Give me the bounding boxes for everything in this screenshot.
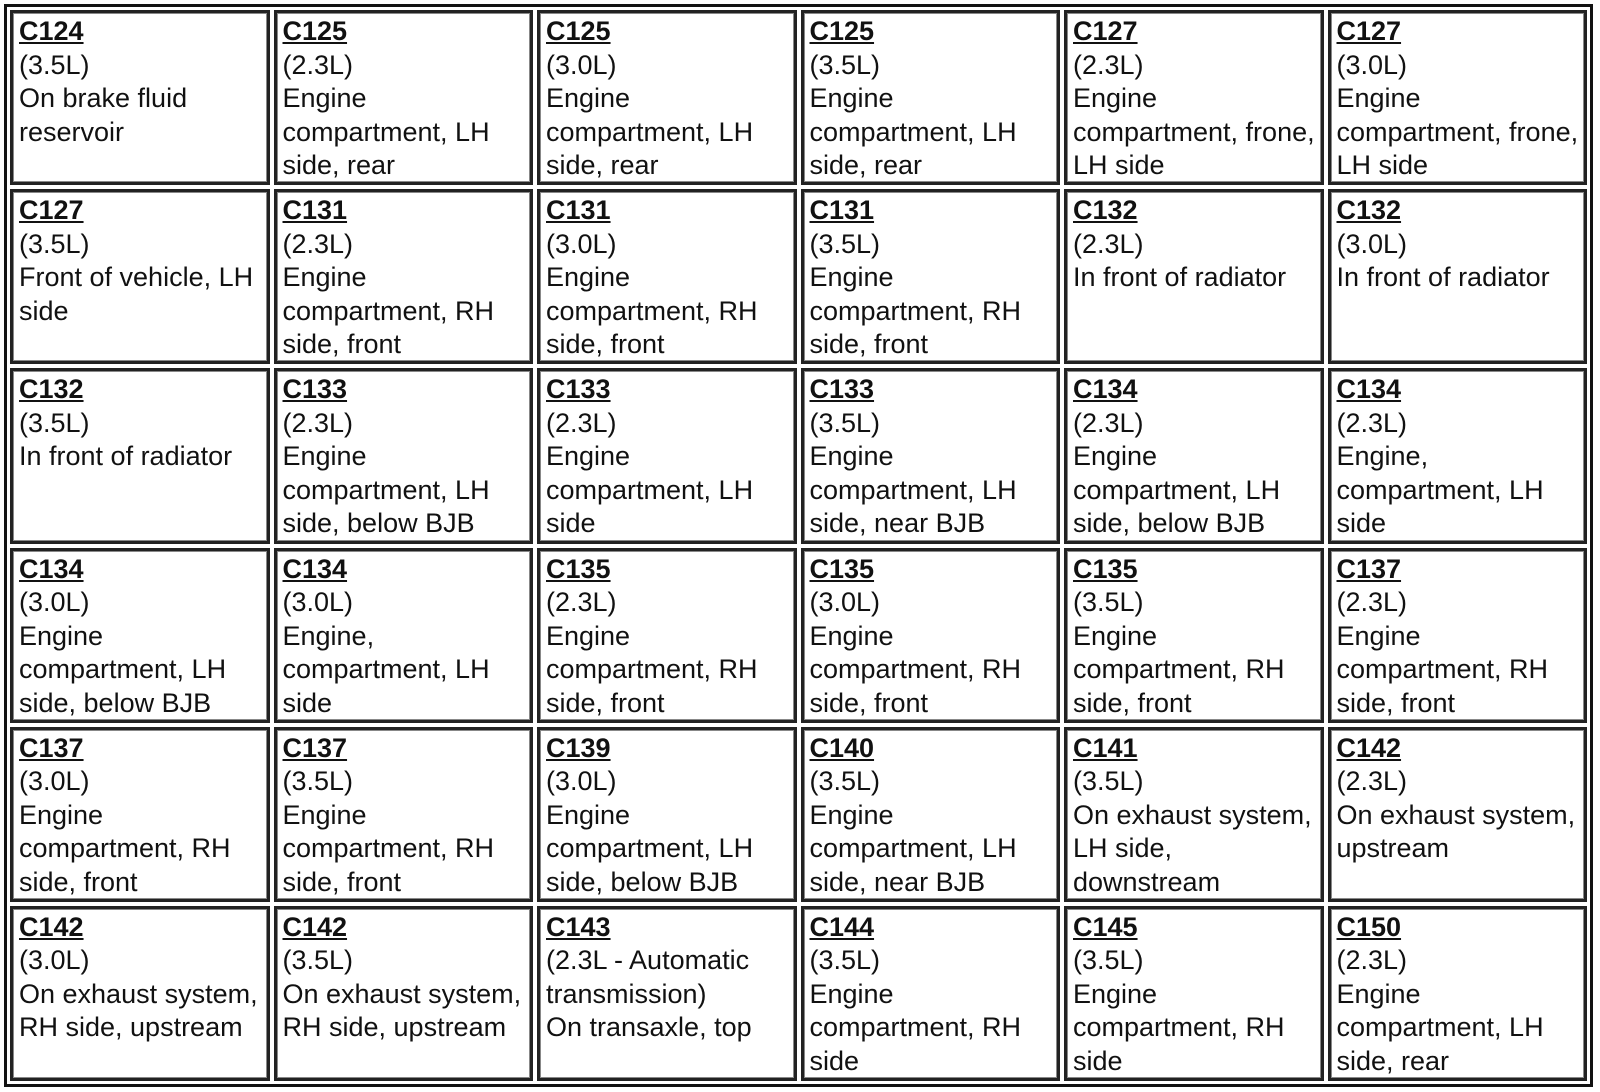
connector-location: Engine compartment, RH side, front <box>19 799 231 897</box>
engine-variant: (2.3L - Automatic transmission) <box>546 945 750 1009</box>
engine-variant: (2.3L) <box>546 587 617 617</box>
connector-location: Engine, compartment, LH side <box>282 620 490 718</box>
engine-variant: (3.0L) <box>282 587 354 617</box>
engine-variant: (3.0L) <box>546 49 617 80</box>
engine-variant: (2.3L) <box>1073 49 1144 80</box>
table-cell <box>801 368 1061 543</box>
engine-variant: (2.3L) <box>1336 407 1408 438</box>
connector-location: On brake fluid reservoir <box>19 83 188 147</box>
engine-variant: (3.5L) <box>1073 766 1144 797</box>
connector-code: C137 <box>1336 553 1402 584</box>
table-cell <box>1064 10 1324 185</box>
engine-variant: (3.5L) <box>1073 587 1144 617</box>
connector-code: C127 <box>1336 16 1402 46</box>
connector-location: Engine compartment, LH side, near BJB <box>809 799 1017 897</box>
connector-code: C134 <box>1073 374 1138 405</box>
connector-code: C137 <box>282 732 348 763</box>
connector-location: Engine compartment, LH side, rear <box>1336 978 1544 1076</box>
table-cell <box>10 548 270 723</box>
engine-variant: (2.3L) <box>546 407 617 438</box>
table-cell <box>1328 10 1588 185</box>
engine-variant: (2.3L) <box>1336 945 1408 976</box>
connector-location: Engine compartment, LH side, below BJB <box>19 620 227 718</box>
connector-code: C135 <box>1073 553 1138 584</box>
connector-code: C134 <box>1336 374 1402 405</box>
connector-code: C140 <box>809 732 875 763</box>
connector-code: C124 <box>19 16 84 46</box>
engine-variant: (3.5L) <box>19 49 90 80</box>
connector-code: C127 <box>1073 16 1138 46</box>
connector-location: On transaxle, top <box>546 1012 752 1043</box>
connector-code: C131 <box>809 195 875 226</box>
table-cell <box>10 906 270 1081</box>
table-cell <box>10 10 270 185</box>
connector-location: Engine compartment, RH side, front <box>546 262 758 360</box>
connector-location: Engine compartment, frone, LH side <box>1336 83 1579 180</box>
table-cell <box>1328 548 1588 723</box>
connector-location: Engine compartment, RH side, front <box>546 620 758 718</box>
table-cell <box>537 189 797 364</box>
connector-location: Engine compartment, LH side, rear <box>282 83 490 180</box>
connector-location: In front of radiator <box>1073 262 1287 293</box>
engine-variant: (3.0L) <box>1336 228 1408 259</box>
table-cell <box>1064 368 1324 543</box>
connector-code: C150 <box>1336 911 1402 942</box>
table-cell <box>801 906 1061 1081</box>
connector-code: C133 <box>809 374 875 405</box>
connector-code: C132 <box>1336 195 1402 226</box>
connector-code: C125 <box>809 16 875 46</box>
connector-location: Engine compartment, RH side <box>1073 978 1285 1076</box>
table-cell <box>10 368 270 543</box>
table-cell <box>537 727 797 902</box>
engine-variant: (3.0L) <box>809 587 881 617</box>
connector-location: Engine compartment, LH side, near BJB <box>809 441 1017 539</box>
table-cell <box>1328 727 1588 902</box>
connector-location: Engine compartment, RH side <box>809 978 1022 1076</box>
engine-variant: (3.5L) <box>809 228 881 259</box>
connector-code: C139 <box>546 732 611 763</box>
connector-code: C132 <box>19 374 84 405</box>
connector-location: Engine compartment, LH side, below BJB <box>282 441 490 539</box>
engine-variant: (3.5L) <box>809 945 881 976</box>
table-cell <box>801 10 1061 185</box>
connector-location: Engine compartment, RH side, front <box>1073 620 1285 718</box>
connector-code: C134 <box>282 553 348 584</box>
connector-code: C137 <box>19 732 84 763</box>
table-cell <box>274 10 534 185</box>
connector-code: C125 <box>282 16 348 46</box>
engine-variant: (2.3L) <box>282 49 354 80</box>
table-cell <box>1064 189 1324 364</box>
engine-variant: (2.3L) <box>1073 407 1144 438</box>
table-cell <box>274 368 534 543</box>
connector-code: C134 <box>19 553 84 584</box>
engine-variant: (3.5L) <box>809 407 881 438</box>
connector-location: In front of radiator <box>1336 262 1550 293</box>
table-cell <box>1064 727 1324 902</box>
table-cell <box>274 727 534 902</box>
connector-location: Engine compartment, LH side, below BJB <box>1073 441 1281 539</box>
table-cell <box>1328 189 1588 364</box>
connector-code: C142 <box>19 911 84 942</box>
connector-code: C145 <box>1073 911 1138 942</box>
table-cell <box>537 368 797 543</box>
table-cell <box>1064 548 1324 723</box>
engine-variant: (3.0L) <box>19 945 90 976</box>
connector-location: On exhaust system, upstream <box>1336 799 1576 864</box>
table-cell <box>1328 368 1588 543</box>
connector-location: Engine compartment, LH side, below BJB <box>546 799 754 897</box>
connector-location: In front of radiator <box>19 441 233 472</box>
connector-code: C133 <box>282 374 348 405</box>
connector-location: On exhaust system, LH side, downstream <box>1073 799 1312 897</box>
connector-location: Front of vehicle, LH side <box>19 262 254 326</box>
connector-code: C142 <box>282 911 348 942</box>
table-cell <box>801 727 1061 902</box>
connector-code: C127 <box>19 195 84 226</box>
engine-variant: (3.0L) <box>19 766 90 797</box>
connector-code: C142 <box>1336 732 1402 763</box>
table-cell <box>274 548 534 723</box>
table-cell <box>10 727 270 902</box>
table-cell <box>10 189 270 364</box>
engine-variant: (3.5L) <box>809 766 881 797</box>
connector-code: C141 <box>1073 732 1138 763</box>
connector-code: C135 <box>546 553 611 584</box>
connector-code: C143 <box>546 911 611 942</box>
table-cell <box>537 10 797 185</box>
connector-location: Engine compartment, RH side, front <box>809 620 1022 718</box>
table-cell <box>537 906 797 1081</box>
table-cell <box>801 548 1061 723</box>
table-cell <box>1064 906 1324 1081</box>
connector-location: Engine compartment, RH side, front <box>282 799 495 897</box>
connector-location: Engine compartment, RH side, front <box>282 262 495 360</box>
engine-variant: (3.5L) <box>19 228 90 259</box>
engine-variant: (2.3L) <box>1336 587 1408 617</box>
engine-variant: (3.0L) <box>1336 49 1408 80</box>
engine-variant: (3.5L) <box>809 49 881 80</box>
engine-variant: (2.3L) <box>282 407 354 438</box>
connector-code: C133 <box>546 374 611 405</box>
engine-variant: (3.5L) <box>282 766 354 797</box>
engine-variant: (3.0L) <box>19 587 90 617</box>
engine-variant: (3.0L) <box>546 766 617 797</box>
connector-location: On exhaust system, RH side, upstream <box>19 978 258 1043</box>
connector-location: Engine compartment, LH side, rear <box>809 83 1017 180</box>
connector-location-table <box>4 4 1593 1087</box>
engine-variant: (2.3L) <box>1336 766 1408 797</box>
connector-location: Engine compartment, RH side, front <box>809 262 1022 360</box>
connector-code: C132 <box>1073 195 1138 226</box>
connector-location: Engine compartment, LH side, rear <box>546 83 754 180</box>
engine-variant: (3.5L) <box>282 945 354 976</box>
connector-location: On exhaust system, RH side, upstream <box>282 978 522 1043</box>
engine-variant: (3.5L) <box>19 407 90 438</box>
table-cell <box>1328 906 1588 1081</box>
table-cell <box>274 906 534 1081</box>
engine-variant: (3.5L) <box>1073 945 1144 976</box>
table-cell <box>274 189 534 364</box>
table-cell <box>801 189 1061 364</box>
connector-code: C135 <box>809 553 875 584</box>
connector-code: C125 <box>546 16 611 46</box>
connector-location: Engine, compartment, LH side <box>1336 441 1544 539</box>
connector-location: Engine compartment, RH side, front <box>1336 620 1549 718</box>
engine-variant: (3.0L) <box>546 228 617 259</box>
connector-code: C131 <box>282 195 348 226</box>
connector-location: Engine compartment, frone, LH side <box>1073 83 1315 180</box>
connector-location: Engine compartment, LH side <box>546 441 754 539</box>
connector-code: C131 <box>546 195 611 226</box>
engine-variant: (2.3L) <box>282 228 354 259</box>
connector-code: C144 <box>809 911 875 942</box>
engine-variant: (2.3L) <box>1073 228 1144 259</box>
table-cell <box>537 548 797 723</box>
